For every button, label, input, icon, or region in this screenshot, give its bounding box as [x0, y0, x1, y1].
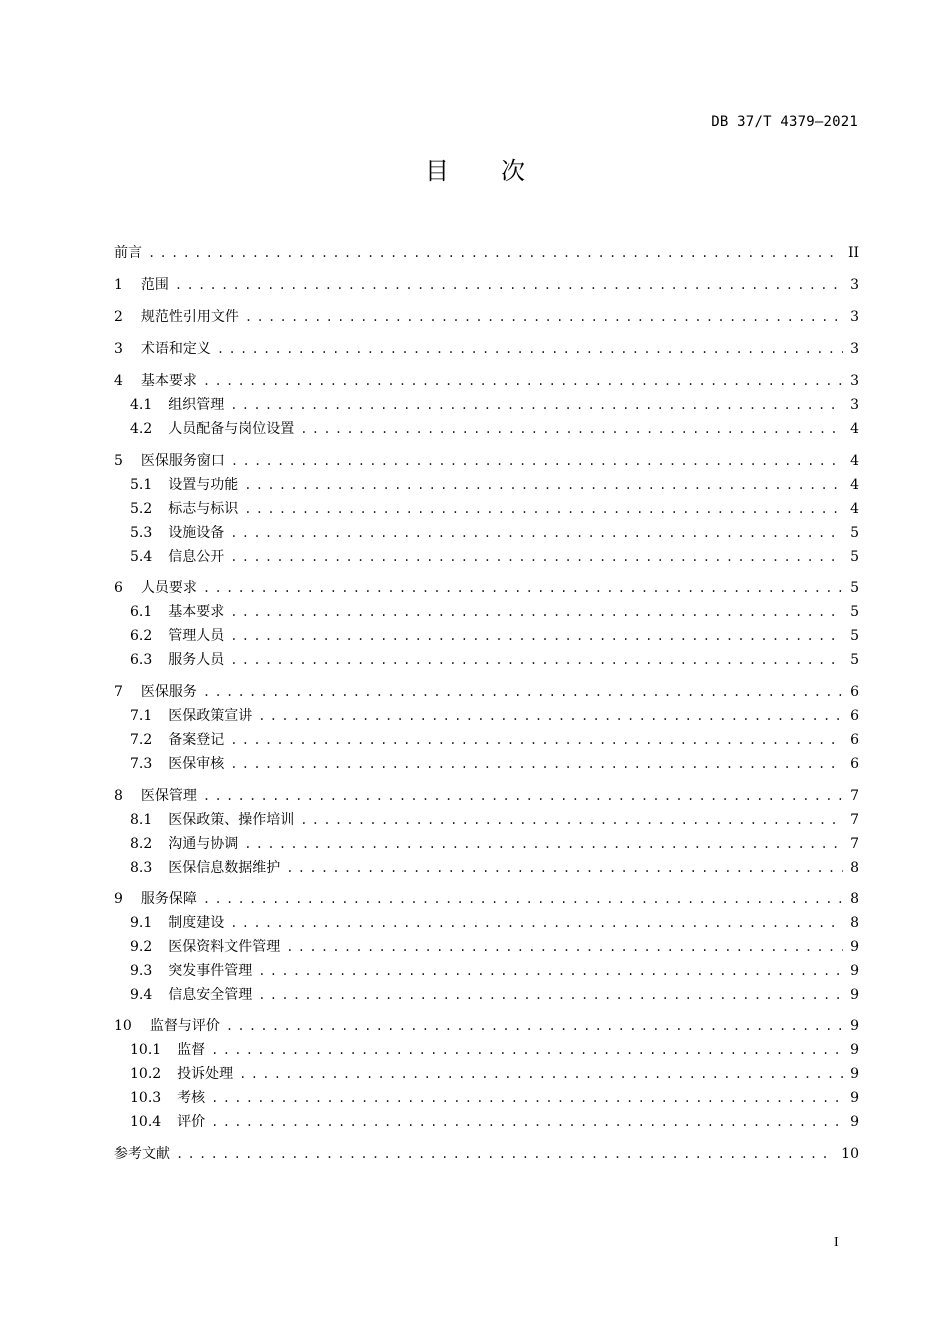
toc-entry-label: 组织管理	[168, 397, 225, 413]
toc-entry-number: 8.1	[130, 812, 153, 828]
toc-entry-label: 前言	[114, 245, 142, 261]
toc-entry-label: 突发事件管理	[168, 963, 253, 979]
toc-dot-leader	[230, 546, 843, 568]
toc-dot-leader	[203, 681, 843, 703]
toc-entry-page: 10	[841, 1146, 859, 1162]
toc-entry-number: 7.2	[130, 732, 153, 748]
toc-entry-label: 服务保障	[140, 891, 197, 907]
toc-entry[interactable]	[114, 306, 859, 328]
toc-entry-label: 参考文献	[114, 1146, 170, 1162]
toc-entry-label: 设施设备	[168, 525, 225, 541]
toc-dot-leader	[175, 274, 843, 296]
toc-entry-page: 3	[850, 277, 859, 293]
toc-entry[interactable]	[130, 649, 859, 671]
toc-entry-page: II	[847, 245, 859, 261]
toc-dot-leader	[258, 705, 843, 727]
toc-dot-leader	[203, 370, 843, 392]
toc-entry-page: 6	[850, 708, 859, 724]
toc-entry[interactable]	[130, 418, 859, 440]
toc-entry-page: 5	[850, 525, 859, 541]
toc-dot-leader	[203, 577, 843, 599]
toc-dot-leader	[230, 601, 843, 623]
toc-entry-page: 9	[850, 1090, 859, 1106]
toc-entry-label: 管理人员	[168, 628, 225, 644]
toc-entry[interactable]	[130, 984, 859, 1006]
toc-dot-leader	[211, 1039, 843, 1061]
toc-entry-number: 8	[114, 788, 123, 804]
toc-entry[interactable]	[130, 546, 859, 568]
toc-entry-page: 7	[850, 836, 859, 852]
toc-entry-page: 3	[850, 341, 859, 357]
toc-entry-label: 信息公开	[168, 549, 225, 565]
toc-entry[interactable]	[130, 498, 859, 520]
toc-entry-page: 5	[850, 604, 859, 620]
toc-dot-leader	[176, 1143, 835, 1165]
toc-entry[interactable]	[114, 242, 859, 264]
toc-entry-page: 4	[850, 501, 859, 517]
toc-entry-number: 5	[114, 453, 123, 469]
toc-entry-page: 9	[850, 963, 859, 979]
toc-entry[interactable]	[130, 857, 859, 879]
toc-entry-label: 规范性引用文件	[140, 309, 239, 325]
toc-entry-page: 4	[850, 477, 859, 493]
toc-entry-page: 4	[850, 453, 859, 469]
toc-entry-label: 医保服务窗口	[140, 453, 225, 469]
toc-entry-page: 6	[850, 732, 859, 748]
toc-entry[interactable]	[114, 888, 859, 910]
toc-entry[interactable]	[130, 936, 859, 958]
toc-entry[interactable]	[130, 1087, 859, 1109]
toc-entry-label: 基本要求	[140, 373, 197, 389]
toc-entry-label: 医保信息数据维护	[168, 860, 281, 876]
toc-entry[interactable]	[130, 729, 859, 751]
toc-entry[interactable]	[114, 370, 859, 392]
toc-entry-page: 8	[850, 860, 859, 876]
toc-entry[interactable]	[130, 833, 859, 855]
toc-entry-label: 评价	[177, 1114, 206, 1130]
toc-entry-number: 7	[114, 684, 123, 700]
toc-entry-label: 备案登记	[168, 732, 225, 748]
toc-entry-page: 3	[850, 397, 859, 413]
toc-entry[interactable]	[130, 960, 859, 982]
toc-entry-label: 医保政策宣讲	[168, 708, 253, 724]
toc-entry[interactable]	[130, 1039, 859, 1061]
toc-entry[interactable]	[114, 274, 859, 296]
toc-entry-label: 信息安全管理	[168, 987, 253, 1003]
toc-entry-label: 基本要求	[168, 604, 225, 620]
toc-entry[interactable]	[130, 394, 859, 416]
toc-entry-page: 5	[850, 628, 859, 644]
toc-entry-number: 1	[114, 277, 123, 293]
toc-entry-page: 9	[850, 1066, 859, 1082]
toc-entry-number: 7.3	[130, 756, 153, 772]
toc-entry-label: 人员配备与岗位设置	[168, 421, 295, 437]
toc-dot-leader	[230, 625, 843, 647]
toc-entry[interactable]	[130, 474, 859, 496]
toc-entry-number: 10.2	[130, 1066, 162, 1082]
toc-entry-number: 4.1	[130, 397, 153, 413]
toc-entry[interactable]	[130, 705, 859, 727]
toc-dot-leader	[239, 1063, 843, 1085]
toc-entry-page: 3	[850, 373, 859, 389]
toc-entry[interactable]	[130, 522, 859, 544]
toc-dot-leader	[300, 418, 843, 440]
toc-entry[interactable]	[114, 450, 859, 472]
toc-entry[interactable]	[114, 1015, 859, 1037]
toc-entry-page: 4	[850, 421, 859, 437]
toc-dot-leader	[244, 474, 843, 496]
toc-dot-leader	[245, 306, 843, 328]
toc-entry-page: 9	[850, 1114, 859, 1130]
toc-dot-leader	[217, 338, 843, 360]
document-header-code: DB 37/T 4379—2021	[711, 114, 858, 130]
toc-dot-leader	[231, 450, 843, 472]
toc-entry[interactable]	[130, 1111, 859, 1133]
toc-entry-label: 医保管理	[140, 788, 197, 804]
toc-entry-label: 术语和定义	[140, 341, 211, 357]
toc-entry-page: 9	[850, 1018, 859, 1034]
toc-entry-page: 5	[850, 580, 859, 596]
toc-dot-leader	[258, 960, 843, 982]
page-number: I	[834, 1235, 839, 1250]
toc-entry-label: 监督与评价	[149, 1018, 220, 1034]
toc-dot-leader	[258, 984, 843, 1006]
toc-entry-page: 3	[850, 309, 859, 325]
toc-entry-label: 医保服务	[140, 684, 197, 700]
toc-dot-leader	[244, 833, 843, 855]
toc-entry-number: 4.2	[130, 421, 153, 437]
toc-dot-leader	[226, 1015, 843, 1037]
toc-dot-leader	[203, 785, 843, 807]
toc-entry-label: 监督	[177, 1042, 206, 1058]
toc-entry-number: 2	[114, 309, 123, 325]
toc-dot-leader	[148, 242, 842, 264]
toc-dot-leader	[230, 394, 843, 416]
toc-entry[interactable]	[114, 681, 859, 703]
toc-dot-leader	[230, 649, 843, 671]
toc-entry[interactable]	[130, 1063, 859, 1085]
toc-dot-leader	[300, 809, 843, 831]
toc-entry-number: 4	[114, 373, 123, 389]
toc-entry-page: 8	[850, 891, 859, 907]
toc-entry[interactable]	[114, 577, 859, 599]
toc-dot-leader	[230, 729, 843, 751]
toc-entry-number: 9.1	[130, 915, 153, 931]
toc-entry-number: 5.4	[130, 549, 153, 565]
toc-dot-leader	[211, 1111, 843, 1133]
toc-entry[interactable]	[130, 601, 859, 623]
toc-entry-label: 设置与功能	[168, 477, 239, 493]
toc-entry-label: 投诉处理	[177, 1066, 234, 1082]
toc-entry-label: 范围	[140, 277, 169, 293]
toc-dot-leader	[286, 936, 843, 958]
toc-entry-number: 8.3	[130, 860, 153, 876]
toc-dot-leader	[203, 888, 843, 910]
toc-entry-page: 5	[850, 549, 859, 565]
toc-entry-number: 5.3	[130, 525, 153, 541]
toc-entry-page: 9	[850, 939, 859, 955]
toc-dot-leader	[230, 753, 843, 775]
toc-entry-page: 7	[850, 788, 859, 804]
toc-entry-number: 6.2	[130, 628, 153, 644]
toc-entry[interactable]	[130, 809, 859, 831]
toc-entry-number: 6.1	[130, 604, 153, 620]
toc-entry-label: 医保审核	[168, 756, 225, 772]
toc-entry-page: 6	[850, 756, 859, 772]
toc-entry[interactable]	[114, 1143, 859, 1165]
toc-entry[interactable]	[114, 785, 859, 807]
toc-entry-page: 7	[850, 812, 859, 828]
toc-entry[interactable]	[130, 753, 859, 775]
toc-entry-number: 9.4	[130, 987, 153, 1003]
toc-entry-page: 9	[850, 1042, 859, 1058]
toc-entry-number: 6	[114, 580, 123, 596]
toc-entry-label: 考核	[177, 1090, 206, 1106]
toc-entry-number: 9.3	[130, 963, 153, 979]
toc-entry-label: 制度建设	[168, 915, 225, 931]
toc-entry-number: 9.2	[130, 939, 153, 955]
toc-entry-number: 10.1	[130, 1042, 162, 1058]
toc-entry-page: 8	[850, 915, 859, 931]
toc-entry-number: 8.2	[130, 836, 153, 852]
toc-entry[interactable]	[130, 625, 859, 647]
toc-entry[interactable]	[114, 338, 859, 360]
toc-entry-number: 10.3	[130, 1090, 162, 1106]
toc-entry-number: 10	[114, 1018, 132, 1034]
toc-entry[interactable]	[130, 912, 859, 934]
page-title: 目次	[425, 157, 577, 185]
toc-entry-number: 10.4	[130, 1114, 162, 1130]
toc-entry-label: 医保政策、操作培训	[168, 812, 295, 828]
toc-entry-number: 5.1	[130, 477, 153, 493]
toc-dot-leader	[244, 498, 843, 520]
toc-entry-label: 人员要求	[140, 580, 197, 596]
toc-dot-leader	[230, 522, 843, 544]
toc-entry-number: 3	[114, 341, 123, 357]
toc-entry-label: 标志与标识	[168, 501, 239, 517]
toc-entry-page: 9	[850, 987, 859, 1003]
toc-entry-number: 5.2	[130, 501, 153, 517]
toc-entry-label: 沟通与协调	[168, 836, 239, 852]
toc-entry-label: 医保资料文件管理	[168, 939, 281, 955]
toc-dot-leader	[211, 1087, 843, 1109]
toc-entry-page: 6	[850, 684, 859, 700]
toc-entry-page: 5	[850, 652, 859, 668]
toc-dot-leader	[286, 857, 843, 879]
toc-entry-number: 6.3	[130, 652, 153, 668]
toc-dot-leader	[230, 912, 843, 934]
toc-entry-number: 7.1	[130, 708, 153, 724]
toc-entry-number: 9	[114, 891, 123, 907]
toc-entry-label: 服务人员	[168, 652, 225, 668]
